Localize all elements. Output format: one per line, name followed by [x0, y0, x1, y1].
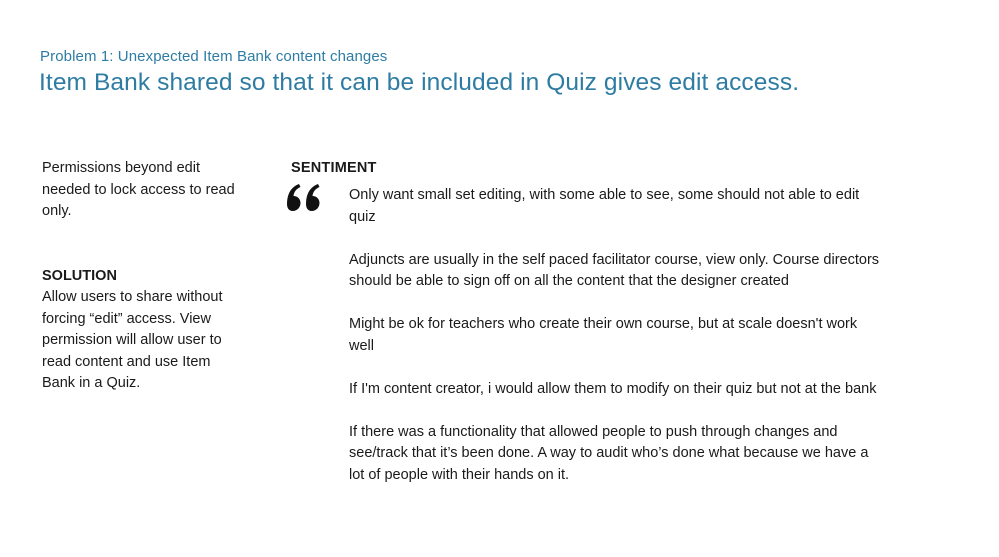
quotes-list [349, 185, 884, 508]
problem-description: Permissions beyond edit needed to lock access to read only. [42, 160, 235, 219]
page-eyebrow: Problem 1: Unexpected Item Bank content changes [40, 48, 388, 65]
quote-item: If there was a functionality that allowed people to push through changes and see/track that it’s been done. A way to audit who’s done what because we have a lot of people with their hands on it. [349, 423, 869, 483]
quote-item: Only want small set editing, with some able to see, some should not able to edit quiz [349, 187, 860, 225]
left-column [42, 158, 247, 395]
quote-item: Might be ok for teachers who create their own course, but at scale doesn't work well [349, 316, 858, 354]
page-title: Item Bank shared so that it can be included in Quiz gives edit access. [39, 69, 800, 96]
quote-item: Adjuncts are usually in the self paced facilitator course, view only. Course directors should be able to sign off on all the content that the designer created [349, 251, 880, 289]
sentiment-heading: SENTIMENT [291, 160, 377, 176]
solution-heading: SOLUTION [42, 267, 117, 284]
solution-text: Allow users to share without forcing “edit” access. View permission will allow user to read content and use Item Bank in a Quiz. [42, 289, 223, 391]
quote-item: If I'm content creator, i would allow them to modify on their quiz but not at the bank [349, 380, 877, 397]
quote-icon [283, 176, 327, 222]
